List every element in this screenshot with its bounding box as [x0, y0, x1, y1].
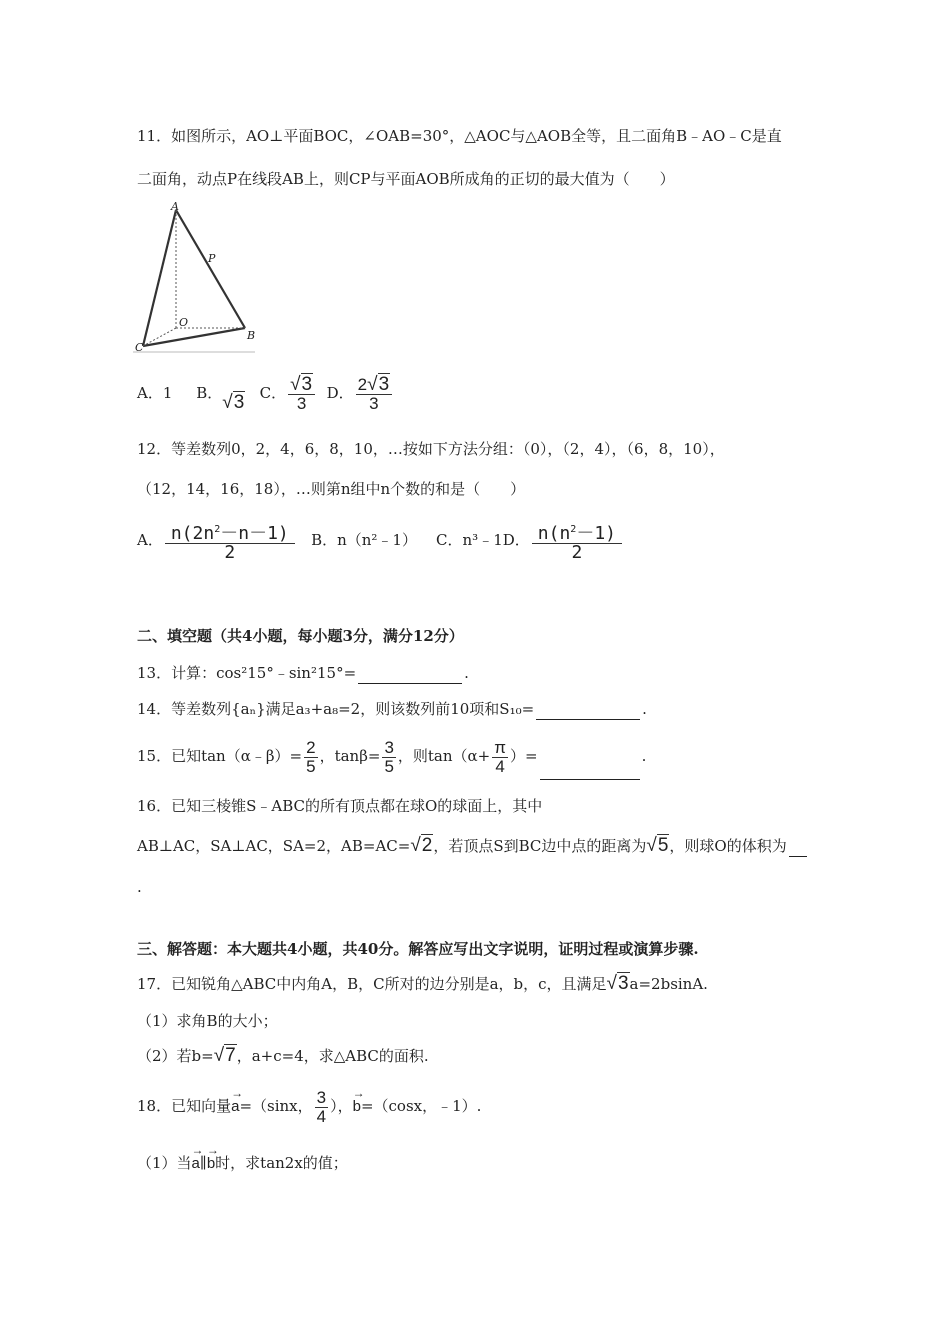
q17: 17．已知锐角△ABC中内角A，B，C所对的边分别是a，b，c，且满足√3a=2bsinA. — [137, 973, 708, 994]
q11-line1: 11．如图所示，AO⊥平面BOC，∠OAB=30°，△AOC与△AOB全等，且二面角B﹣AO﹣C是直 — [137, 127, 782, 145]
q16-answer-blank[interactable] — [789, 856, 807, 857]
q17-sub1: （1）求角B的大小； — [137, 1012, 278, 1030]
q12-option-b[interactable]: B．n（n²﹣1） — [311, 531, 417, 549]
section-3-title: 三、解答题：本大题共4小题，共40分。解答应写出文字说明，证明过程或演算步骤. — [137, 940, 699, 958]
q11-option-d[interactable]: D． $\frac{2√3}{3}$ — [327, 375, 395, 413]
q12-options — [137, 515, 624, 565]
q12-option-a[interactable]: A． $\frac{n(2n^2-n-1)}{2}$ — [137, 515, 297, 565]
q11-option-c[interactable]: C． $\frac{√3}{3}$ — [260, 375, 318, 413]
q11-options — [137, 375, 394, 421]
q16-line1: 16．已知三棱锥S﹣ABC的所有顶点都在球O的球面上，其中 — [137, 797, 543, 815]
label-C: C — [135, 341, 144, 354]
q13: 13．计算：cos²15°﹣sin²15°= . — [137, 664, 469, 682]
q18-sub1: （1）当→ a∥→ b时，求tan2x的值； — [137, 1152, 348, 1175]
section-2-title: 二、填空题（共4小题，每小题3分，满分12分） — [137, 627, 464, 645]
q17-sub2: （2）若b=√7，a+c=4，求△ABC的面积. — [137, 1045, 429, 1066]
q12-line2: （12，14，16，18），…则第n组中n个数的和是（ ） — [137, 480, 526, 498]
label-B: B — [247, 329, 256, 342]
q14-answer-blank[interactable] — [536, 719, 640, 720]
q13-answer-blank[interactable] — [358, 683, 462, 684]
q12-option-c[interactable]: C．n³﹣1 — [436, 531, 503, 549]
q16-line3: . — [137, 878, 142, 896]
label-O: O — [179, 316, 189, 329]
label-A: A — [171, 200, 179, 213]
tetrahedron-figure — [133, 200, 263, 355]
q15: 15．已知tan（α﹣β）= $\frac{2}{5}$ ，tanβ= $\frac{3}{5}$ ，则tan（α+ $\frac{\pi}{4}$ ）= . — [137, 732, 646, 780]
q14: 14．等差数列{aₙ}满足a₃+a₈=2，则该数列前10项和S₁₀= . — [137, 700, 647, 718]
q18: 18．已知向量→ a=（sinx， $\frac{3}{4}$ ），→ b=（cosx，﹣1）. — [137, 1082, 481, 1131]
q16-line2: AB⊥AC，SA⊥AC，SA=2，AB=AC=√2，若顶点S到BC边中点的距离为√5，则球O的体积为 — [137, 835, 809, 857]
q11-line2: 二面角，动点P在线段AB上，则CP与平面AOB所成角的正切的最大值为（ ） — [137, 170, 675, 188]
q12-line1: 12．等差数列0，2，4，6，8，10，…按如下方法分组：（0），（2，4），（6，8，10）， — [137, 440, 725, 458]
q12-option-d[interactable]: D． $\frac{n(n^2-1)}{2}$ — [503, 515, 624, 565]
q15-answer-blank[interactable] — [540, 779, 640, 780]
q11-option-a[interactable]: A．1 — [137, 384, 173, 402]
label-P: P — [208, 252, 216, 265]
q11-option-b[interactable]: B．√3 — [196, 384, 245, 413]
